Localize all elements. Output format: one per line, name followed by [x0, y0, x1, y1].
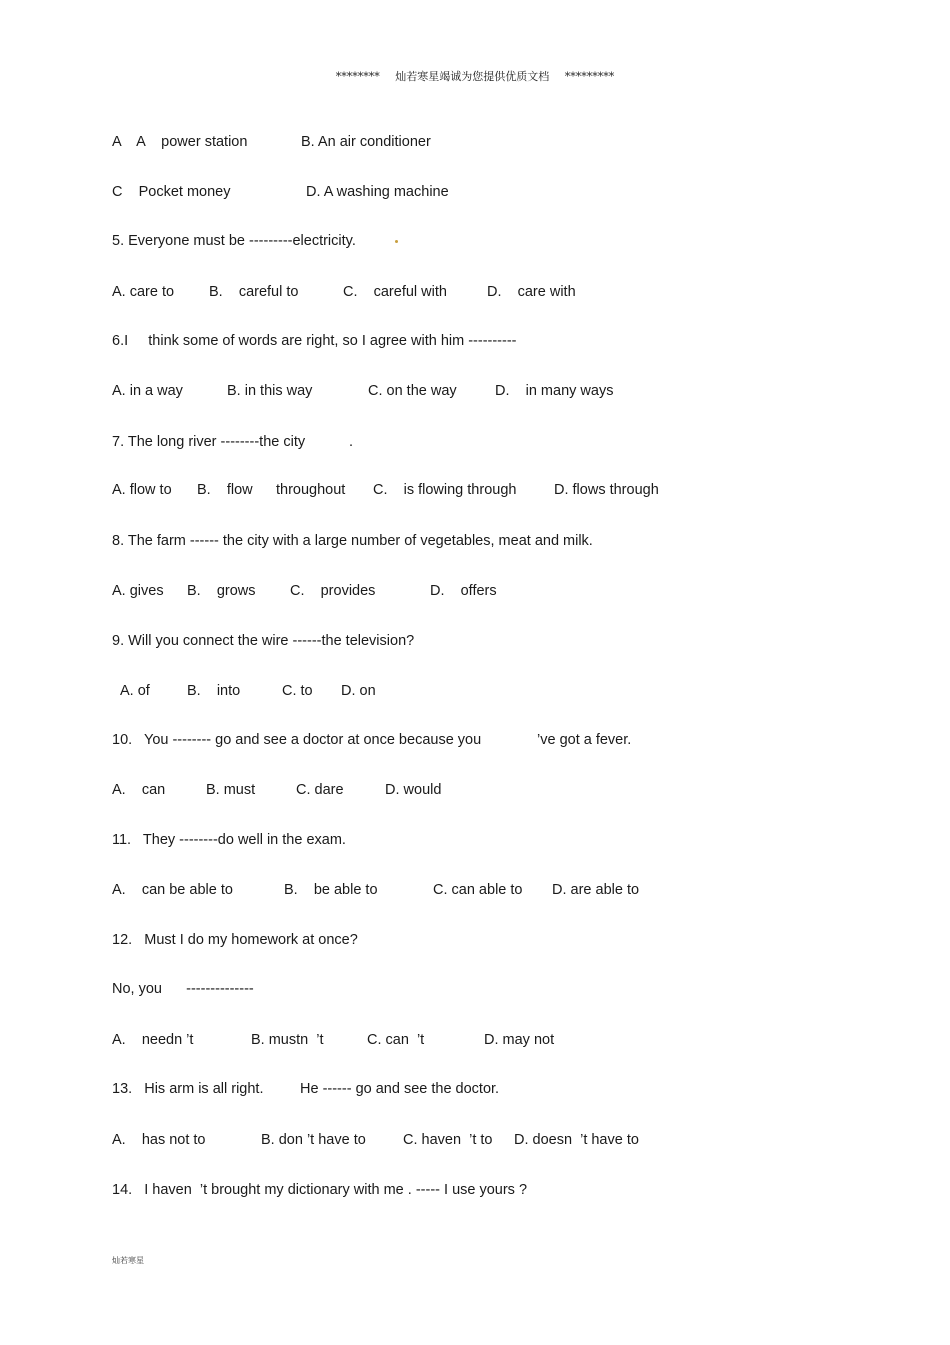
- line-text: D. would: [385, 782, 442, 798]
- page-header: [0, 68, 950, 84]
- line-text: He ------ go and see the doctor.: [300, 1081, 500, 1097]
- line-text: A. can: [112, 782, 166, 798]
- header-left-stars: ********: [335, 70, 380, 83]
- line-text: 7. The long river --------the city: [112, 434, 306, 450]
- line-text: B. into: [187, 683, 241, 699]
- line-text: B. careful to: [209, 284, 299, 300]
- line-text: D. doesn ’t have to: [514, 1132, 639, 1148]
- line-text: B. flow: [197, 482, 253, 498]
- line-text: A. has not to: [112, 1132, 206, 1148]
- line-text: A. can be able to: [112, 882, 233, 898]
- line-text: 9. Will you connect the wire ------the television?: [112, 633, 415, 649]
- line-text: B. don ’t have to: [261, 1132, 366, 1148]
- line-text: A. care to: [112, 284, 175, 300]
- line-text: C. provides: [290, 583, 376, 599]
- line-text: C Pocket money: [112, 184, 231, 200]
- line-text: .: [349, 434, 354, 450]
- line-text: 11. They --------do well in the exam.: [112, 832, 346, 848]
- line-text: 8. The farm ------ the city with a large number of vegetables, meat and milk.: [112, 533, 593, 549]
- line-text: C. careful with: [343, 284, 447, 300]
- line-text: 13. His arm is all right.: [112, 1081, 264, 1097]
- line-text: C. is flowing through: [373, 482, 517, 498]
- line-text: D. are able to: [552, 882, 640, 898]
- line-text: A. of: [120, 683, 150, 699]
- header-title: 灿若寒星竭诚为您提供优质文档: [395, 70, 550, 83]
- line-text: B. grows: [187, 583, 256, 599]
- line-text: C. dare: [296, 782, 344, 798]
- page-footer: 灿若寒星: [112, 1256, 144, 1265]
- line-text: B. An air conditioner: [301, 134, 431, 150]
- line-text: B. in this way: [227, 383, 313, 399]
- line-text: ’ve got a fever.: [537, 732, 632, 748]
- line-text: C. can ’t: [367, 1032, 425, 1048]
- line-text: C. can able to: [433, 882, 523, 898]
- line-text: 10. You -------- go and see a doctor at once because you: [112, 732, 482, 748]
- line-text: A. needn ’t: [112, 1032, 194, 1048]
- line-text: C. haven ’t to: [403, 1132, 493, 1148]
- line-text: B. mustn ’t: [251, 1032, 324, 1048]
- line-text: A. in a way: [112, 383, 183, 399]
- line-text: B. be able to: [284, 882, 378, 898]
- line-text: B. must: [206, 782, 256, 798]
- line-text: 6.I think some of words are right, so I agree with him ----------: [112, 333, 517, 349]
- line-text: 12. Must I do my homework at once?: [112, 932, 358, 948]
- line-text: D. care with: [487, 284, 576, 300]
- line-text: A. flow to: [112, 482, 172, 498]
- line-text: No, you --------------: [112, 981, 254, 997]
- line-text: D. may not: [484, 1032, 555, 1048]
- line-text: D. A washing machine: [306, 184, 449, 200]
- stray-mark: [395, 240, 398, 243]
- line-text: 5. Everyone must be ---------electricity.: [112, 233, 356, 249]
- line-text: 14. I haven ’t brought my dictionary with me . ----- I use yours ?: [112, 1182, 528, 1198]
- line-text: D. flows through: [554, 482, 659, 498]
- line-text: throughout: [276, 482, 346, 498]
- line-text: C. on the way: [368, 383, 457, 399]
- line-text: A A power station: [112, 134, 248, 150]
- line-text: D. in many ways: [495, 383, 614, 399]
- line-text: C. to: [282, 683, 313, 699]
- line-text: D. offers: [430, 583, 497, 599]
- header-right-stars: *********: [564, 70, 615, 83]
- line-text: A. gives: [112, 583, 164, 599]
- line-text: D. on: [341, 683, 376, 699]
